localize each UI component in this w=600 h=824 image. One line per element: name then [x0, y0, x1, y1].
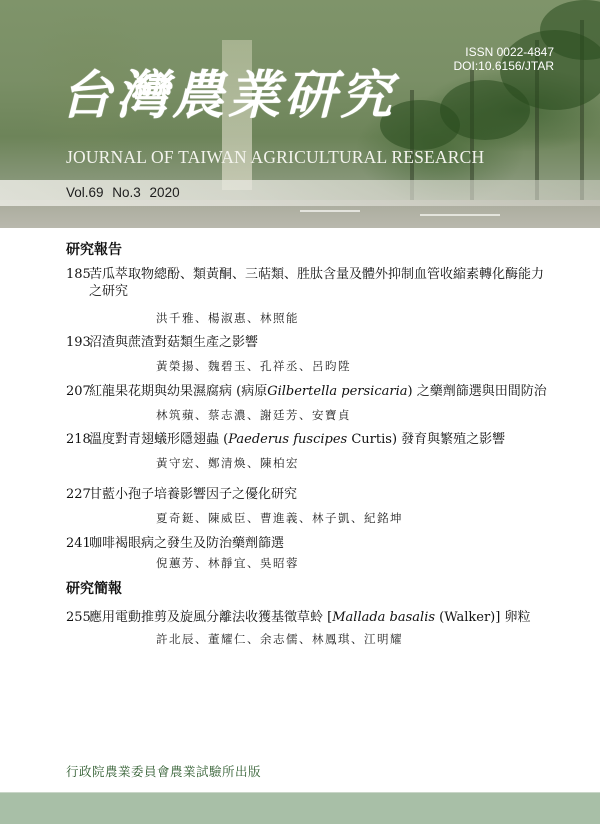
- article-authors: 洪千雅、楊淑惠、林照能: [156, 311, 299, 325]
- article-title[interactable]: 甘藍小孢子培養影響因子之優化研究: [89, 487, 298, 502]
- lane-marking: [420, 214, 500, 216]
- article-authors: 倪蕙芳、林靜宜、吳昭蓉: [156, 556, 299, 570]
- article-title-text: (Walker)] 卵粒: [435, 610, 531, 625]
- article-title-text: 溫度對青翅蟻形隱翅蟲 (: [89, 432, 229, 447]
- article-title[interactable]: 咖啡褐眼病之發生及防治藥劑篩選: [89, 536, 285, 551]
- journal-title-chinese: 台灣農業研究: [60, 65, 397, 126]
- page-number: 227: [66, 487, 91, 502]
- article-title-line: 之研究: [89, 284, 129, 299]
- footer-color-band: [0, 792, 600, 824]
- article-title[interactable]: [89, 431, 559, 448]
- article-title[interactable]: [89, 383, 559, 400]
- article-title-text: 應用電動推剪及旋風分離法收獲基徵草蛉 [: [89, 610, 333, 625]
- article-title-text: Curtis) 發育與繁殖之影響: [347, 432, 506, 447]
- article-authors: 夏奇鋌、陳威臣、曹進義、林子凱、紀銘坤: [156, 511, 403, 525]
- journal-identifiers: [454, 45, 555, 73]
- page-number: 241: [66, 536, 91, 551]
- publisher-line: 行政院農業委員會農業試驗所出版: [66, 764, 262, 779]
- page-number: 218: [66, 432, 91, 447]
- page-number: 193: [66, 335, 91, 350]
- section-heading-research-notes: 研究簡報: [66, 581, 122, 597]
- article-title[interactable]: [89, 609, 559, 626]
- volume-issue-year: Vol.69 No.3 2020: [66, 185, 180, 200]
- lane-marking: [300, 210, 360, 212]
- article-authors: 黃榮揚、魏碧玉、孔祥丞、呂昀陞: [156, 359, 351, 373]
- article-title[interactable]: [89, 266, 559, 300]
- cover-header-photo: [0, 0, 600, 228]
- article-authors: 黃守宏、鄭清煥、陳柏宏: [156, 456, 299, 470]
- article-title-text: ) 之藥劑篩選與田間防治: [407, 384, 547, 399]
- page-number: 207: [66, 384, 91, 399]
- article-authors: 林筑蘋、蔡志濃、謝廷芳、安寶貞: [156, 408, 351, 422]
- scientific-name: Mallada basalis: [332, 610, 436, 625]
- article-title[interactable]: 沼渣與蔗渣對菇類生產之影響: [89, 335, 259, 350]
- article-title-line: 苦瓜萃取物總酚、類黃酮、三萜類、胜肽含量及體外抑制血管收縮素轉化酶能力: [89, 267, 545, 282]
- journal-title-english: JOURNAL OF TAIWAN AGRICULTURAL RESEARCH: [66, 147, 485, 167]
- page-number: 185: [66, 267, 91, 282]
- doi-prefix: DOI:10.6156/JTAR: [453, 59, 554, 73]
- scientific-name: Gilbertella persicaria: [267, 384, 408, 399]
- issn-number: ISSN 0022-4847: [465, 45, 554, 59]
- article-authors: 許北辰、董耀仁、余志儒、林鳳琪、江明耀: [156, 632, 403, 646]
- article-title-text: 紅龍果花期與幼果濕腐病 (病原: [89, 384, 268, 399]
- page-number: 255: [66, 610, 91, 625]
- scientific-name: Paederus fuscipes: [228, 432, 348, 447]
- section-heading-research-reports: 研究報告: [66, 242, 122, 258]
